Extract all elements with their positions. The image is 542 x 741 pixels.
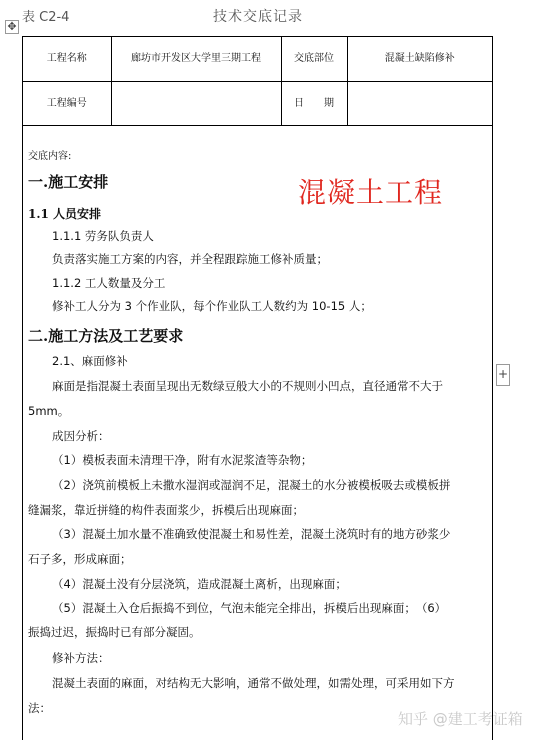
- table-row: [23, 82, 492, 126]
- paragraph-line: （3）混凝土加水量不准确致使混凝土和易性差，混凝土浇筑时有的地方砂浆少: [52, 527, 451, 541]
- add-row-handle-icon[interactable]: +: [496, 364, 510, 386]
- paragraph-line: 2.1、麻面修补: [52, 354, 128, 368]
- red-stamp-title: 混凝土工程: [298, 176, 444, 209]
- project-no-value[interactable]: [111, 82, 281, 126]
- table-row: [23, 37, 492, 82]
- paragraph-line: 缝漏浆，靠近拼缝的构件表面浆少，拆模后出现麻面；: [28, 503, 304, 517]
- paragraph-line: （2）浇筑前模板上未撒水湿润或湿润不足，混凝土的水分被模板吸去或模板拼: [52, 478, 451, 492]
- paragraph-line: （1）模板表面未清理干净，附有水泥浆渣等杂物；: [52, 453, 313, 467]
- paragraph-line: （5）混凝土入仓后振捣不到位，气泡未能完全排出，拆模后出现麻面； （6）: [52, 601, 447, 615]
- project-name-value[interactable]: 廊坊市开发区大学里三期工程: [111, 37, 281, 82]
- content-intro: 交底内容:: [28, 151, 72, 162]
- section-heading: 二.施工方法及工艺要求: [28, 327, 184, 345]
- subsection-heading: 1.1 人员安排: [28, 207, 102, 221]
- paragraph-line: 修补方法：: [52, 651, 110, 665]
- disclosure-part-value[interactable]: 混凝土缺陷修补: [347, 37, 492, 82]
- paragraph-line: 5mm。: [28, 404, 70, 418]
- disclosure-form: [22, 36, 493, 740]
- paragraph-line: 法：: [28, 701, 51, 715]
- table-move-handle-icon[interactable]: ✥: [5, 20, 19, 34]
- paragraph-line: 修补工人分为 3 个作业队，每个作业队工人数约为 10-15 人；: [52, 299, 372, 313]
- disclosure-part-label: 交底部位: [281, 37, 347, 82]
- project-no-label: 工程编号: [23, 82, 111, 126]
- document-header: [0, 0, 542, 33]
- paragraph-line: 麻面是指混凝土表面呈现出无数绿豆般大小的不规则小凹点，直径通常不大于: [52, 379, 443, 393]
- date-label: 日 期: [281, 82, 347, 126]
- paragraph-line: 石子多，形成麻面；: [28, 552, 132, 566]
- paragraph-line: 振捣过迟，振捣时已有部分凝固。: [28, 625, 201, 639]
- watermark: 知乎 @建工考证箱: [398, 710, 523, 728]
- paragraph-line: （4）混凝土没有分层浇筑，造成混凝土离析，出现麻面；: [52, 577, 347, 591]
- project-name-label: 工程名称: [23, 37, 111, 82]
- date-value[interactable]: [347, 82, 492, 126]
- paragraph-line: 负责落实施工方案的内容，并全程跟踪施工修补质量；: [52, 252, 328, 266]
- paragraph-line: 1.1.2 工人数量及分工: [52, 276, 166, 290]
- paragraph-line: 混凝土表面的麻面，对结构无大影响，通常不做处理，如需处理，可采用如下方: [52, 676, 455, 690]
- paragraph-line: 成因分析：: [52, 429, 110, 443]
- form-code: 表 C2-4: [22, 10, 70, 25]
- paragraph-line: 1.1.1 劳务队负责人: [52, 229, 154, 243]
- document-title: 技术交底记录: [213, 9, 303, 25]
- info-table: [23, 37, 492, 126]
- section-heading: 一.施工安排: [28, 173, 109, 191]
